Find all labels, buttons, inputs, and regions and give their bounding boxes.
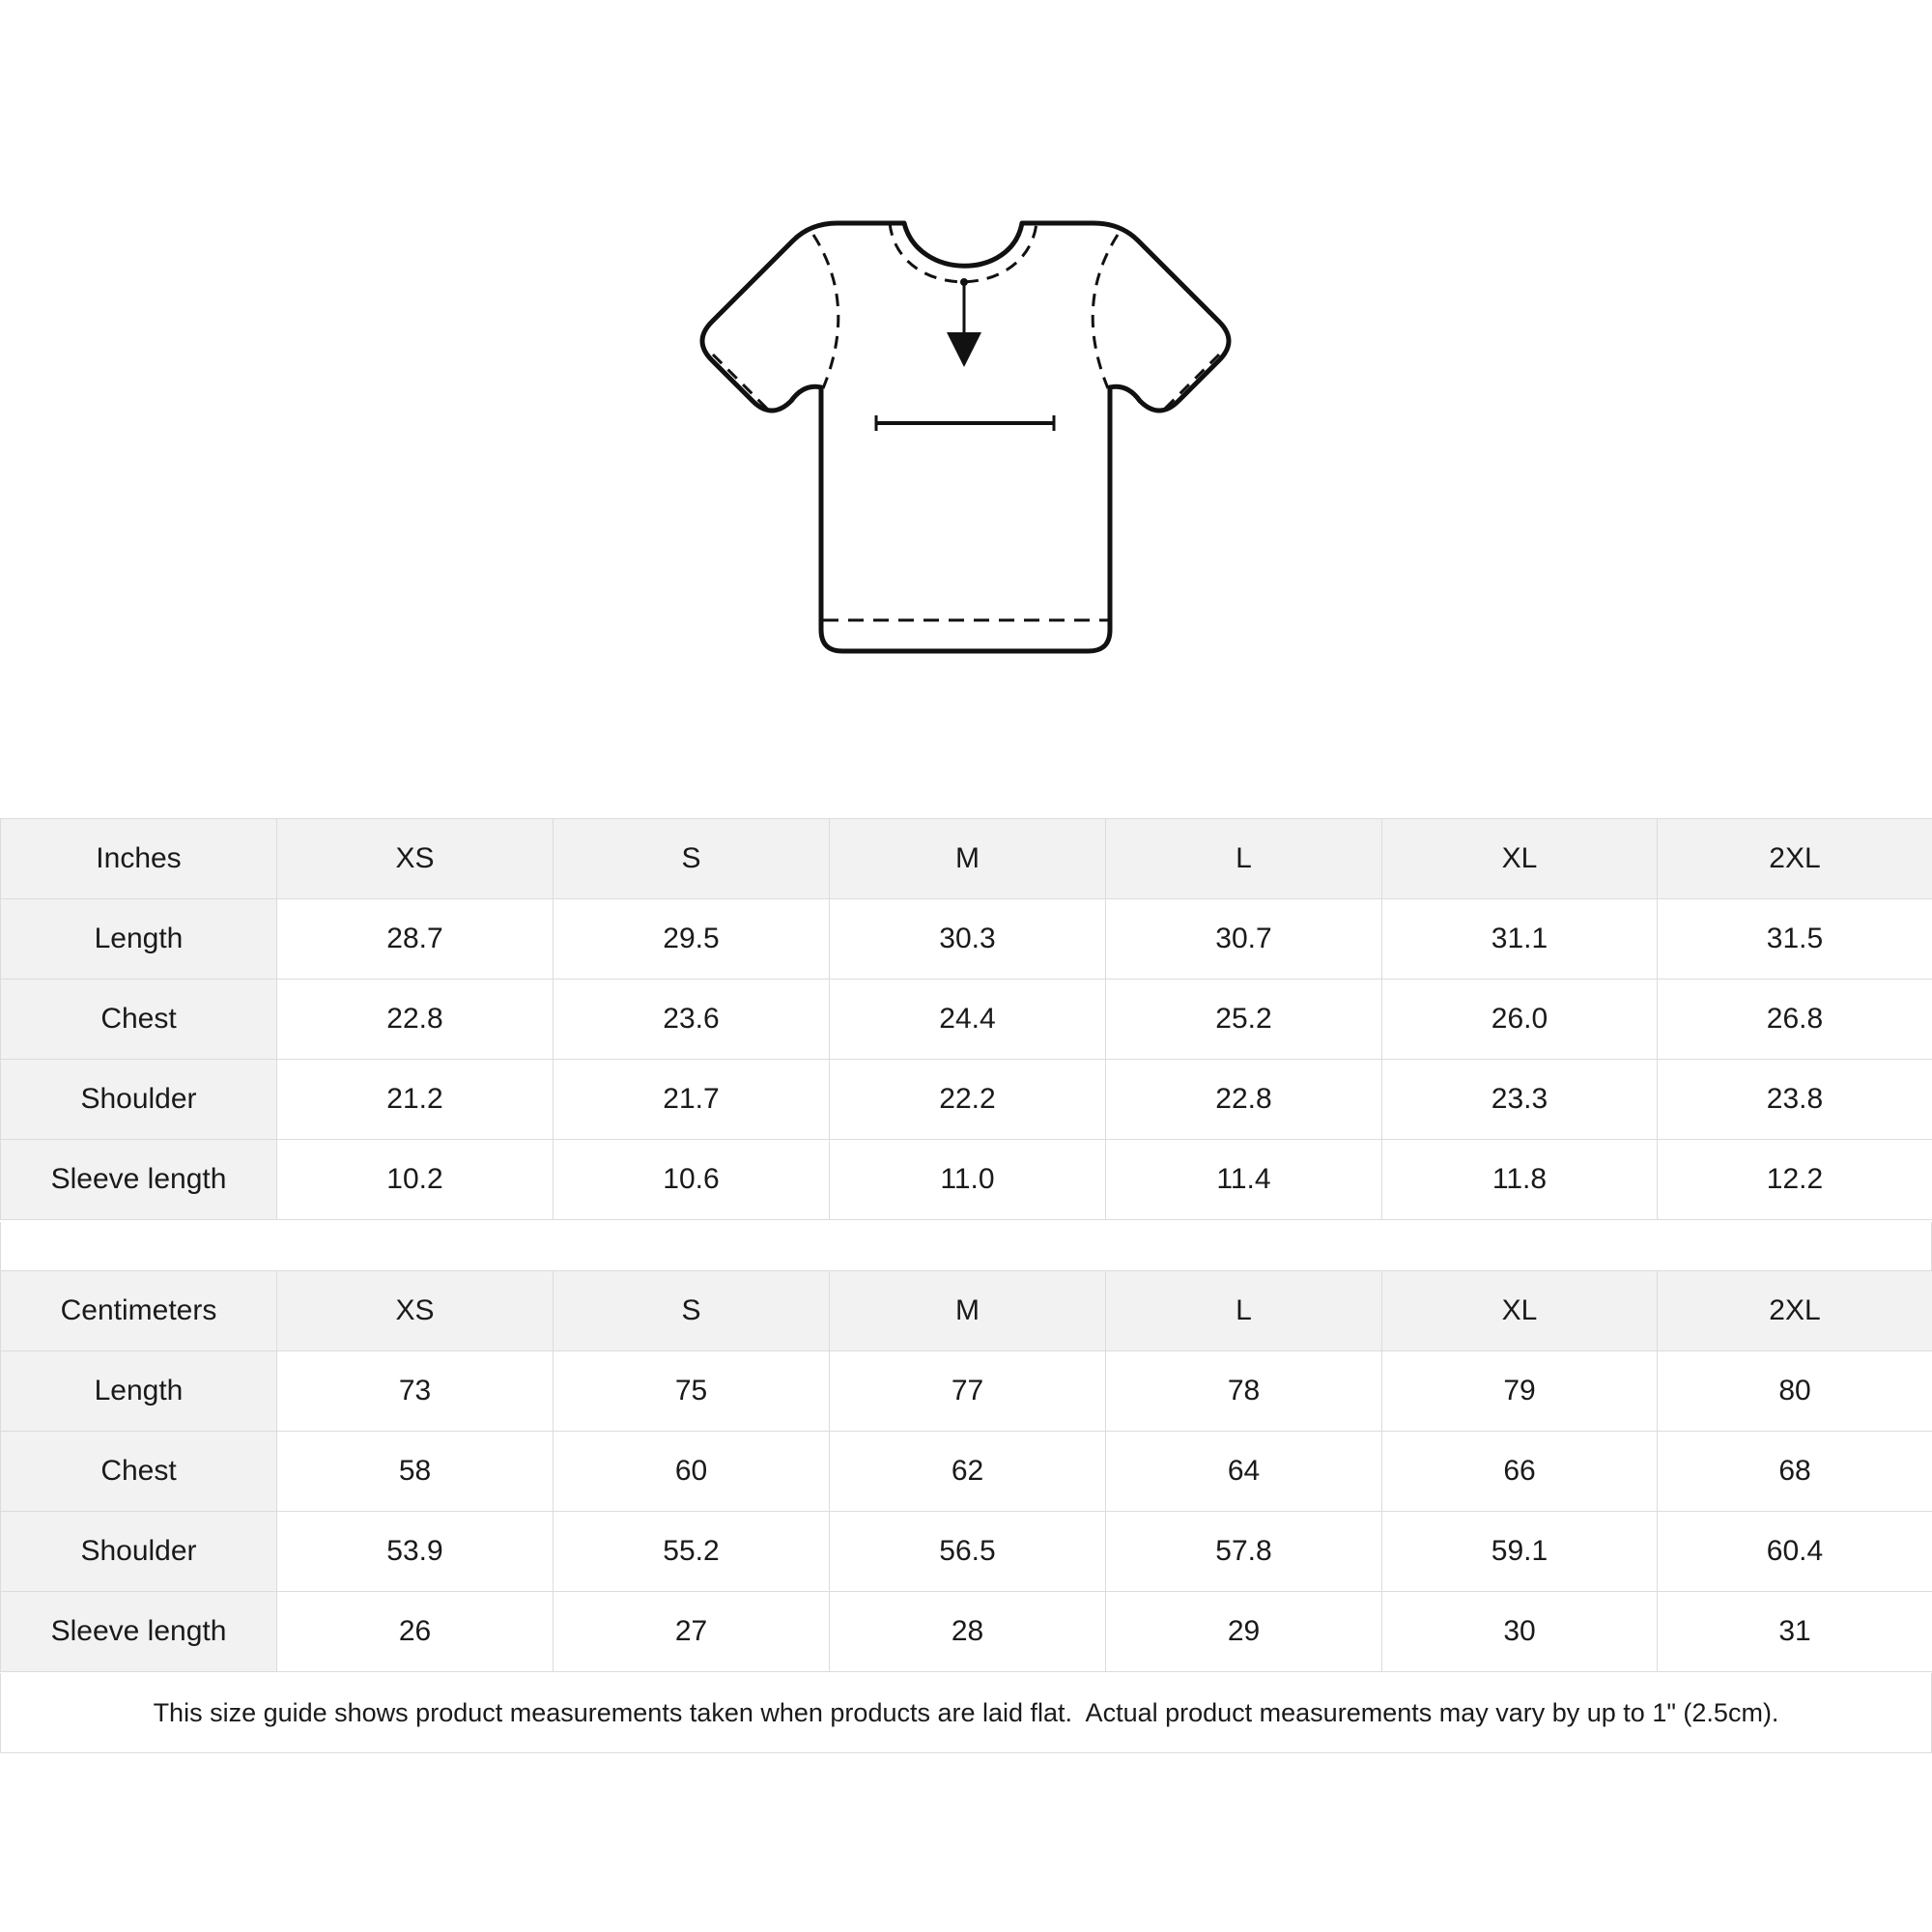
table-cell: 21.2 <box>277 1060 554 1140</box>
size-header-m: M <box>830 1271 1106 1351</box>
table-cell: 31.1 <box>1382 899 1658 980</box>
row-label: Length <box>1 1351 277 1432</box>
table-row <box>1 1592 1932 1672</box>
table-cell: 80 <box>1658 1351 1932 1432</box>
table-cell: 62 <box>830 1432 1106 1512</box>
table-cell: 66 <box>1382 1432 1658 1512</box>
table-cell: 23.8 <box>1658 1060 1932 1140</box>
table-cell: 60.4 <box>1658 1512 1932 1592</box>
table-cell: 28 <box>830 1592 1106 1672</box>
table-spacer <box>0 1222 1932 1270</box>
row-label: Sleeve length <box>1 1592 277 1672</box>
size-header-2xl: 2XL <box>1658 1271 1932 1351</box>
row-label: Chest <box>1 1432 277 1512</box>
table-cell: 24.4 <box>830 980 1106 1060</box>
table-header-row <box>1 819 1932 899</box>
table-cell: 28.7 <box>277 899 554 980</box>
size-header-xl: XL <box>1382 1271 1658 1351</box>
table-cell: 27 <box>554 1592 830 1672</box>
size-header-s: S <box>554 819 830 899</box>
table-cell: 26.8 <box>1658 980 1932 1060</box>
table-cell: 25.2 <box>1106 980 1382 1060</box>
table-cell: 22.2 <box>830 1060 1106 1140</box>
table-row <box>1 1351 1932 1432</box>
table-cell: 56.5 <box>830 1512 1106 1592</box>
table-cell: 11.4 <box>1106 1140 1382 1220</box>
table-row <box>1 1512 1932 1592</box>
table-cell: 30.3 <box>830 899 1106 980</box>
row-label: Length <box>1 899 277 980</box>
table-cell: 11.0 <box>830 1140 1106 1220</box>
centimeters-size-table <box>0 1270 1932 1672</box>
table-cell: 60 <box>554 1432 830 1512</box>
table-cell: 23.6 <box>554 980 830 1060</box>
size-header-m: M <box>830 819 1106 899</box>
table-cell: 21.7 <box>554 1060 830 1140</box>
table-row <box>1 980 1932 1060</box>
table-cell: 30 <box>1382 1592 1658 1672</box>
table-row <box>1 899 1932 980</box>
table-cell: 58 <box>277 1432 554 1512</box>
tshirt-measurement-diagram-icon <box>0 0 1932 734</box>
table-cell: 26 <box>277 1592 554 1672</box>
row-label: Shoulder <box>1 1512 277 1592</box>
table-cell: 30.7 <box>1106 899 1382 980</box>
row-label: Chest <box>1 980 277 1060</box>
unit-label: Centimeters <box>1 1271 277 1351</box>
size-header-l: L <box>1106 819 1382 899</box>
table-cell: 75 <box>554 1351 830 1432</box>
table-cell: 29.5 <box>554 899 830 980</box>
table-cell: 22.8 <box>277 980 554 1060</box>
table-cell: 57.8 <box>1106 1512 1382 1592</box>
table-cell: 22.8 <box>1106 1060 1382 1140</box>
row-label: Sleeve length <box>1 1140 277 1220</box>
table-cell: 78 <box>1106 1351 1382 1432</box>
table-cell: 23.3 <box>1382 1060 1658 1140</box>
size-header-xs: XS <box>277 1271 554 1351</box>
table-cell: 59.1 <box>1382 1512 1658 1592</box>
size-guide-footnote: This size guide shows product measurements taken when products are laid flat. Actual product measurements may vary by up to 1" (2.5cm). <box>0 1673 1932 1753</box>
table-row <box>1 1432 1932 1512</box>
table-cell: 11.8 <box>1382 1140 1658 1220</box>
row-label: Shoulder <box>1 1060 277 1140</box>
table-cell: 10.6 <box>554 1140 830 1220</box>
table-cell: 77 <box>830 1351 1106 1432</box>
table-cell: 31 <box>1658 1592 1932 1672</box>
table-header-row <box>1 1271 1932 1351</box>
size-header-xs: XS <box>277 819 554 899</box>
table-cell: 53.9 <box>277 1512 554 1592</box>
inches-size-table <box>0 818 1932 1220</box>
table-cell: 29 <box>1106 1592 1382 1672</box>
table-cell: 26.0 <box>1382 980 1658 1060</box>
table-cell: 79 <box>1382 1351 1658 1432</box>
table-cell: 10.2 <box>277 1140 554 1220</box>
size-header-2xl: 2XL <box>1658 819 1932 899</box>
table-cell: 12.2 <box>1658 1140 1932 1220</box>
unit-label: Inches <box>1 819 277 899</box>
table-cell: 31.5 <box>1658 899 1932 980</box>
table-cell: 73 <box>277 1351 554 1432</box>
table-cell: 64 <box>1106 1432 1382 1512</box>
size-header-xl: XL <box>1382 819 1658 899</box>
table-cell: 68 <box>1658 1432 1932 1512</box>
table-cell: 55.2 <box>554 1512 830 1592</box>
size-header-l: L <box>1106 1271 1382 1351</box>
table-row <box>1 1060 1932 1140</box>
table-row <box>1 1140 1932 1220</box>
size-header-s: S <box>554 1271 830 1351</box>
